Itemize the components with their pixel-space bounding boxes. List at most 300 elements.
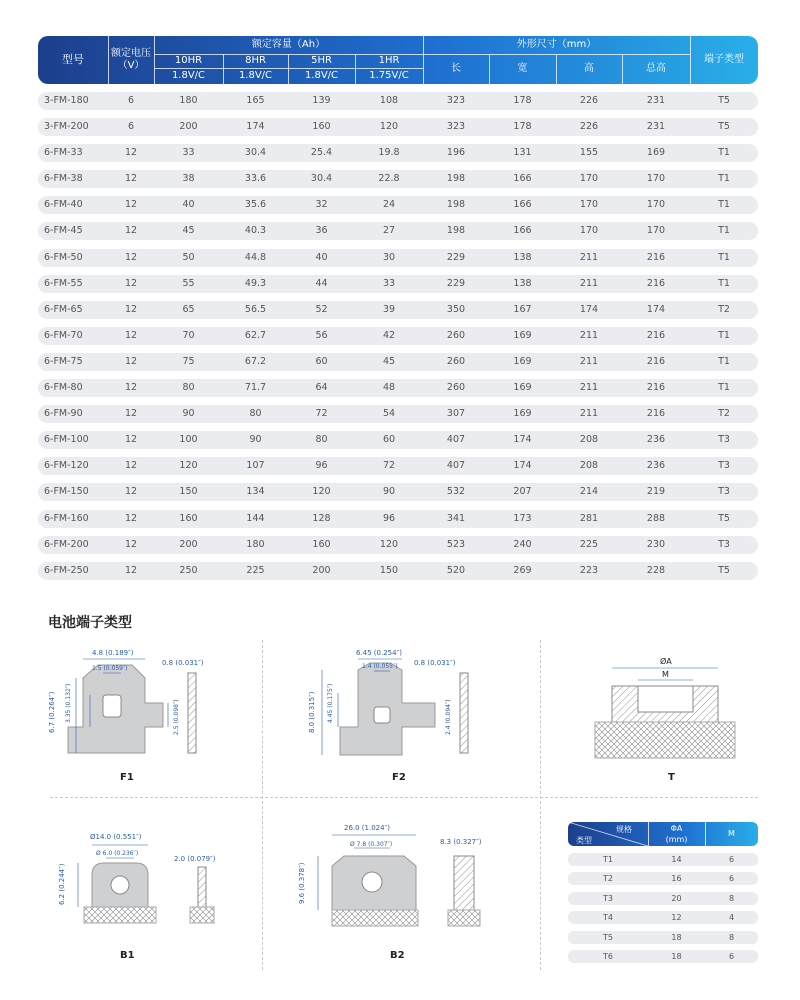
table-cell: 12 (124, 408, 138, 420)
header-endv-5hr: 1.8V/C (304, 70, 339, 81)
table-cell: 323 (446, 121, 466, 133)
header-model: 型号 (62, 53, 84, 66)
table-cell: 6-FM-160 (44, 512, 89, 524)
table-cell: 12 (124, 512, 138, 524)
table-cell: 12 (124, 382, 138, 394)
table-cell: 174 (579, 303, 599, 315)
b1-thickness-dim: 2.0 (0.079″) (174, 855, 216, 863)
table-cell: 219 (646, 486, 666, 498)
table-cell: 236 (646, 434, 666, 446)
f1-side-dim: 2.5 (0.098″) (173, 699, 180, 735)
table-cell: 170 (579, 225, 599, 237)
table-cell: 12 (124, 355, 138, 367)
table-cell: T5 (718, 512, 730, 524)
table-cell: 50 (182, 251, 195, 263)
table-cell: 6-FM-50 (44, 251, 83, 263)
table-row (38, 510, 758, 528)
table-cell: T3 (718, 538, 730, 550)
table-cell: 169 (513, 408, 532, 420)
table-cell: 90 (182, 408, 195, 420)
terminal-b2-drawing (292, 818, 532, 938)
terminal-f1-drawing (40, 645, 260, 795)
table-cell: 120 (379, 121, 399, 133)
table-body (38, 92, 758, 580)
table-cell: 6 (127, 121, 135, 133)
table-cell: 54 (382, 408, 396, 420)
table-cell: 6-FM-200 (44, 538, 89, 550)
table-cell: 198 (446, 199, 466, 211)
table-cell: 40 (182, 199, 195, 211)
spec-table-cell: 6 (728, 874, 735, 883)
table-row (38, 483, 758, 501)
table-cell: 25.4 (310, 147, 333, 159)
table-cell: 407 (446, 460, 466, 472)
table-cell: 211 (579, 329, 599, 341)
table-row (38, 405, 758, 423)
table-cell: 180 (246, 538, 265, 550)
table-cell: 229 (446, 251, 466, 263)
table-row (38, 144, 758, 162)
table-header (38, 36, 758, 84)
table-cell: 107 (246, 460, 265, 472)
spec-table-cell: T6 (603, 952, 613, 961)
t-inner-dim: M (662, 670, 669, 679)
f2-thickness-dim: 0.8 (0.031″) (414, 659, 456, 667)
spec-header-top: 规格 (616, 825, 632, 834)
f2-height-dim: 8.0 (0.315″) (308, 691, 316, 733)
f1-inner-dim: 1.5 (0.059″) (92, 665, 128, 672)
spec-header-bottom: 类型 (576, 836, 592, 845)
table-cell: T1 (718, 147, 730, 159)
spec-table-cell: 18 (671, 952, 682, 961)
table-cell: 155 (579, 147, 599, 159)
table-cell: 12 (124, 460, 138, 472)
table-cell: 6-FM-40 (44, 199, 83, 211)
table-cell: 45 (182, 225, 195, 237)
table-cell: 56 (315, 329, 328, 341)
table-cell: T1 (718, 277, 730, 289)
table-cell: 134 (246, 486, 265, 498)
table-row (38, 562, 758, 580)
table-cell: 170 (646, 225, 666, 237)
f1-height-dim: 6.7 (0.264″) (48, 691, 56, 733)
table-cell: 40 (315, 251, 328, 263)
table-cell: 45 (382, 355, 396, 367)
table-cell: 33 (382, 277, 396, 289)
table-cell: 36 (315, 225, 328, 237)
table-cell: 12 (124, 538, 138, 550)
table-row (38, 431, 758, 449)
table-cell: 12 (124, 147, 138, 159)
table-cell: 6-FM-38 (44, 173, 83, 185)
table-cell: 173 (513, 512, 532, 524)
table-cell: 38 (182, 173, 195, 185)
header-endv-10hr: 1.8V/C (171, 70, 206, 81)
spec-table-row (568, 911, 758, 924)
spec-table-row (568, 950, 758, 963)
table-cell: 170 (579, 173, 599, 185)
divider (540, 640, 541, 970)
table-row (38, 457, 758, 475)
table-row (38, 170, 758, 188)
table-cell: 208 (579, 434, 599, 446)
spec-table-cell: 12 (671, 913, 682, 922)
spec-table-cell: 20 (671, 893, 682, 903)
spec-header-a: ΦA (670, 824, 683, 833)
table-cell: 39 (382, 303, 396, 315)
table-cell: 170 (646, 199, 666, 211)
table-cell: T1 (718, 382, 730, 394)
table-cell: 55 (182, 277, 195, 289)
table-cell: 211 (579, 277, 599, 289)
table-cell: 350 (446, 303, 466, 315)
header-voltage: 额定电压（V） (111, 48, 151, 71)
table-cell: 67.2 (244, 355, 267, 367)
f2-side-dim: 2.4 (0.094″) (445, 699, 452, 735)
header-width: 宽 (517, 63, 528, 74)
table-cell: 169 (513, 329, 532, 341)
header-capacity: 额定容量（Ah） (251, 39, 326, 50)
table-cell: 27 (382, 225, 396, 237)
table-cell: 223 (579, 564, 599, 576)
table-cell: 532 (446, 486, 466, 498)
table-cell: 62.7 (244, 329, 267, 341)
table-cell: 240 (513, 538, 532, 550)
table-cell: 198 (446, 225, 466, 237)
spec-table-cell: 4 (728, 913, 735, 922)
table-cell: 225 (579, 538, 599, 550)
table-cell: 6-FM-90 (44, 408, 83, 420)
spec-table-cell: 6 (728, 952, 735, 961)
table-cell: 96 (382, 512, 396, 524)
battery-spec-table (38, 36, 758, 588)
header-endv-1hr: 1.75V/C (369, 70, 409, 81)
t-outer-dim: ØA (660, 657, 672, 666)
table-row (38, 379, 758, 397)
table-cell: T2 (718, 408, 730, 420)
f1-thickness-dim: 0.8 (0.031″) (162, 659, 204, 667)
spec-header-m: M (728, 829, 735, 838)
table-cell: T2 (718, 303, 730, 315)
table-cell: 165 (246, 95, 265, 106)
table-cell: 44 (315, 277, 328, 289)
f2-width-dim: 6.45 (0.254″) (356, 649, 402, 657)
table-cell: 160 (312, 121, 331, 133)
table-cell: T5 (718, 121, 730, 133)
table-row (38, 536, 758, 554)
table-cell: 22.8 (378, 173, 400, 185)
spec-table-cell: 8 (728, 893, 735, 903)
table-cell: 33.6 (244, 173, 267, 185)
table-cell: 174 (513, 460, 532, 472)
table-cell: 211 (579, 355, 599, 367)
table-cell: 207 (513, 486, 532, 498)
table-cell: 71.7 (244, 382, 267, 394)
table-cell: 30.4 (244, 147, 267, 159)
table-cell: 230 (646, 538, 666, 550)
table-cell: 180 (179, 95, 198, 106)
table-cell: T1 (718, 355, 730, 367)
table-cell: 6-FM-65 (44, 303, 83, 315)
b1-height-dim: 6.2 (0.244″) (58, 863, 66, 905)
header-length: 长 (451, 63, 461, 74)
table-cell: 3-FM-200 (44, 121, 89, 133)
table-cell: 24 (382, 199, 396, 211)
t-label: T (668, 772, 675, 783)
table-row (38, 118, 758, 136)
table-cell: 211 (579, 408, 599, 420)
header-terminal: 端子类型 (704, 54, 744, 65)
table-cell: T3 (718, 460, 730, 472)
table-cell: 520 (446, 564, 466, 576)
table-cell: 100 (179, 434, 198, 446)
spec-table-cell: T1 (603, 854, 613, 864)
table-cell: 225 (246, 564, 265, 576)
header-dimensions: 外形尺寸（mm） (516, 39, 597, 50)
table-cell: 75 (182, 355, 195, 367)
table-cell: T3 (718, 434, 730, 446)
table-cell: 6 (127, 95, 135, 106)
f2-hole-dim: 4.45 (0.175″) (327, 683, 334, 723)
table-cell: 216 (646, 329, 666, 341)
spec-table-cell: T5 (603, 932, 613, 942)
table-cell: 169 (646, 147, 666, 159)
table-cell: 12 (124, 173, 138, 185)
table-cell: 216 (646, 277, 666, 289)
header-total-height: 总高 (646, 63, 666, 74)
table-cell: 170 (579, 199, 599, 211)
table-cell: 174 (646, 303, 666, 315)
spec-table-cell: 14 (671, 854, 682, 864)
f2-label: F2 (392, 772, 406, 783)
table-cell: 6-FM-75 (44, 355, 83, 367)
table-cell: 80 (249, 408, 262, 420)
table-row (38, 275, 758, 293)
table-cell: 40.3 (244, 225, 267, 237)
table-cell: 19.8 (378, 147, 400, 159)
b2-width-dim: 26.0 (1.024″) (344, 824, 390, 832)
table-cell: T5 (718, 564, 730, 576)
table-row (38, 353, 758, 371)
header-rate-10hr: 10HR (174, 55, 203, 66)
table-cell: 120 (179, 460, 198, 472)
table-cell: 48 (382, 382, 396, 394)
table-cell: 30.4 (310, 173, 333, 185)
spec-header-a-unit: (mm) (665, 835, 688, 844)
table-cell: 200 (179, 121, 198, 133)
table-cell: 281 (579, 512, 599, 524)
header-endv-8hr: 1.8V/C (238, 70, 273, 81)
table-row (38, 92, 758, 110)
table-cell: 236 (646, 460, 666, 472)
terminal-b1-drawing (50, 825, 260, 935)
spec-table-cell: 18 (671, 932, 682, 942)
spec-table-body (568, 853, 758, 964)
table-cell: 341 (446, 512, 466, 524)
table-cell: 12 (124, 329, 138, 341)
table-cell: 307 (446, 408, 466, 420)
terminal-t-drawing (590, 648, 750, 768)
table-cell: 120 (312, 486, 331, 498)
table-cell: 6-FM-55 (44, 277, 83, 289)
table-cell: 211 (579, 382, 599, 394)
table-cell: 60 (315, 355, 328, 367)
b1-hole-dim: Ø 6.0 (0.236″) (96, 850, 139, 857)
spec-table-header (568, 822, 758, 846)
table-cell: 166 (513, 173, 532, 185)
b2-height-dim: 9.6 (0.378″) (298, 862, 306, 904)
table-cell: 216 (646, 251, 666, 263)
table-cell: 131 (513, 147, 532, 159)
table-cell: 138 (513, 251, 532, 263)
table-cell: 231 (646, 95, 666, 106)
b1-label: B1 (120, 950, 135, 961)
table-cell: T5 (718, 95, 730, 106)
table-cell: 3-FM-180 (44, 95, 89, 106)
table-cell: 6-FM-250 (44, 564, 89, 576)
table-row (38, 222, 758, 240)
table-cell: 60 (382, 434, 396, 446)
table-cell: 72 (315, 408, 328, 420)
table-cell: 64 (315, 382, 328, 394)
spec-table-cell: 6 (728, 854, 735, 864)
table-cell: 128 (312, 512, 331, 524)
table-cell: T1 (718, 199, 730, 211)
header-rate-1hr: 1HR (378, 55, 400, 66)
table-cell: 56.5 (244, 303, 267, 315)
table-cell: 90 (249, 434, 262, 446)
table-cell: 216 (646, 382, 666, 394)
table-cell: 30 (382, 251, 396, 263)
spec-table-row (568, 853, 758, 866)
table-cell: 44.8 (244, 251, 267, 263)
table-cell: 229 (446, 277, 466, 289)
table-cell: 150 (179, 486, 198, 498)
table-cell: 323 (446, 95, 466, 106)
table-cell: 226 (579, 95, 599, 106)
b1-dia-dim: Ø14.0 (0.551″) (90, 833, 142, 841)
table-row (38, 301, 758, 319)
table-cell: 169 (513, 355, 532, 367)
table-cell: 169 (513, 382, 532, 394)
table-cell: 6-FM-100 (44, 434, 89, 446)
table-cell: 250 (179, 564, 198, 576)
spec-table-cell: T2 (603, 874, 613, 883)
table-cell: T1 (718, 173, 730, 185)
table-cell: 72 (382, 460, 396, 472)
table-cell: 200 (312, 564, 331, 576)
table-cell: 49.3 (244, 277, 267, 289)
table-cell: 214 (579, 486, 599, 498)
table-cell: 160 (312, 538, 331, 550)
table-cell: 12 (124, 225, 138, 237)
table-cell: 231 (646, 121, 666, 133)
divider (262, 640, 263, 970)
header-rate-8hr: 8HR (245, 55, 266, 66)
table-cell: 407 (446, 434, 466, 446)
table-cell: 12 (124, 199, 138, 211)
table-cell: 260 (446, 329, 466, 341)
table-cell: 228 (646, 564, 666, 576)
table-cell: 35.6 (244, 199, 267, 211)
table-cell: 6-FM-80 (44, 382, 83, 394)
table-cell: 160 (179, 512, 198, 524)
table-cell: T1 (718, 225, 730, 237)
table-cell: 260 (446, 355, 466, 367)
table-cell: 108 (379, 95, 399, 106)
table-row (38, 327, 758, 345)
table-cell: 6-FM-70 (44, 329, 83, 341)
table-cell: 211 (579, 251, 599, 263)
table-row (38, 196, 758, 214)
table-cell: 12 (124, 434, 138, 446)
table-cell: 178 (513, 95, 532, 106)
table-cell: 216 (646, 408, 666, 420)
table-cell: 288 (646, 512, 666, 524)
f1-width-dim: 4.8 (0.189″) (92, 649, 134, 657)
spec-table-cell: 8 (728, 932, 735, 942)
table-cell: 12 (124, 251, 138, 263)
table-cell: 139 (312, 95, 331, 106)
table-cell: 269 (513, 564, 532, 576)
table-cell: 42 (382, 329, 396, 341)
spec-table-row (568, 872, 758, 885)
table-cell: 90 (382, 486, 396, 498)
terminal-f2-drawing (300, 645, 530, 795)
table-cell: 6-FM-33 (44, 147, 83, 159)
table-cell: 12 (124, 564, 138, 576)
b2-hole-dim: Ø 7.8 (0.307″) (350, 841, 393, 848)
table-cell: 166 (513, 199, 532, 211)
b2-label: B2 (390, 950, 405, 961)
section-title: 电池端子类型 (48, 615, 132, 631)
table-cell: 52 (315, 303, 328, 315)
table-cell: T1 (718, 329, 730, 341)
b2-thickness-dim: 8.3 (0.327″) (440, 838, 482, 846)
table-row (38, 249, 758, 267)
table-cell: 144 (246, 512, 265, 524)
spec-table-row (568, 892, 758, 905)
table-cell: 6-FM-45 (44, 225, 83, 237)
terminal-spec-table (568, 822, 758, 963)
table-cell: 196 (446, 147, 466, 159)
spec-table-cell: T4 (603, 913, 613, 922)
f1-hole-dim: 3.35 (0.132″) (65, 683, 72, 723)
table-cell: 174 (246, 121, 265, 133)
table-cell: 200 (179, 538, 198, 550)
table-cell: T1 (718, 251, 730, 263)
table-cell: 150 (379, 564, 399, 576)
table-cell: 12 (124, 303, 138, 315)
table-cell: 6-FM-120 (44, 460, 89, 472)
table-cell: 178 (513, 121, 532, 133)
table-cell: 120 (379, 538, 399, 550)
table-cell: 138 (513, 277, 532, 289)
table-cell: 208 (579, 460, 599, 472)
table-cell: 170 (646, 173, 666, 185)
table-cell: 80 (182, 382, 195, 394)
table-cell: 12 (124, 486, 138, 498)
table-cell: 167 (513, 303, 532, 315)
table-cell: 226 (579, 121, 599, 133)
table-cell: T3 (718, 486, 730, 498)
table-cell: 166 (513, 225, 532, 237)
table-cell: 174 (513, 434, 532, 446)
table-cell: 6-FM-150 (44, 486, 89, 498)
table-cell: 12 (124, 277, 138, 289)
f2-inner-dim: 1.4 (0.055″) (362, 663, 398, 670)
table-cell: 32 (315, 199, 328, 211)
